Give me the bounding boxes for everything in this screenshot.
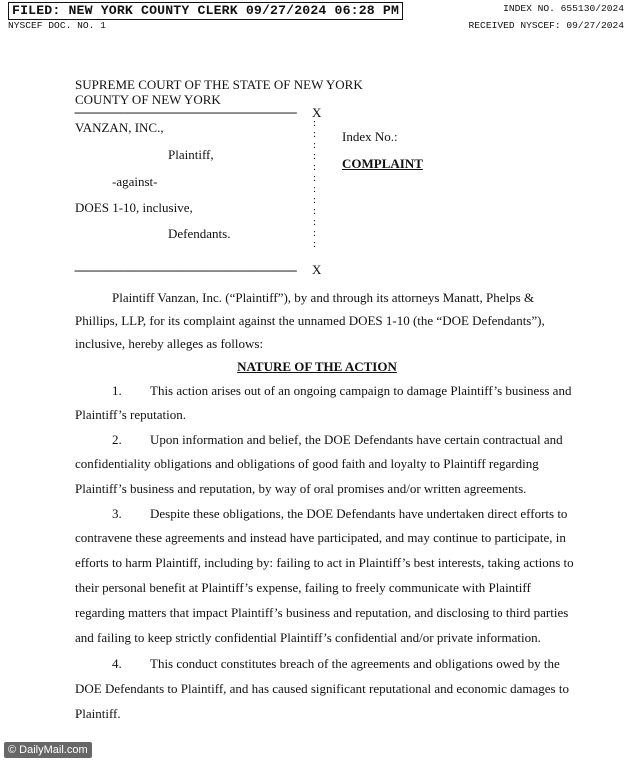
document-title: COMPLAINT <box>342 156 423 171</box>
dailymail-watermark: © DailyMail.com <box>4 742 92 758</box>
court-name: SUPREME COURT OF THE STATE OF NEW YORK <box>75 77 363 92</box>
colon: : <box>313 117 317 129</box>
colon: : <box>313 238 317 250</box>
colon: : <box>313 183 317 195</box>
paragraph-line: regarding matters that impact Plaintiff’s business and reputation, and disclosing to third parties <box>75 605 569 620</box>
colon: : <box>313 227 317 239</box>
colon: : <box>313 205 317 217</box>
paragraph-line: efforts to harm Plaintiff, including by: failing to act in Plaintiff’s best interests, taking actions to <box>75 555 574 570</box>
paragraph-line: This action arises out of an ongoing campaign to damage Plaintiff’s business and <box>150 383 572 398</box>
paragraph-line: their personal benefit at Plaintiff’s expense, failing to freely communicate with Plaintiff <box>75 580 531 595</box>
county-name: COUNTY OF NEW YORK <box>75 92 221 107</box>
paragraph-line: Plaintiff’s reputation. <box>75 407 186 422</box>
filed-stamp: FILED: NEW YORK COUNTY CLERK 09/27/2024 06:28 PM <box>8 2 403 20</box>
doc-number: NYSCEF DOC. NO. 1 <box>8 20 106 31</box>
caption-bottom-rule: ----------------------------------------------------------------------- <box>74 262 297 277</box>
caption-x-top: X <box>312 105 322 120</box>
colon: : <box>313 139 317 151</box>
colon: : <box>313 161 317 173</box>
colon: : <box>313 216 317 228</box>
paragraph-line: confidentiality obligations and obligations of good faith and loyalty to Plaintiff regarding <box>75 456 539 471</box>
colon: : <box>313 172 317 184</box>
defendant-role: Defendants. <box>168 226 231 241</box>
index-label: Index No.: <box>342 129 398 144</box>
paragraph-line: Plaintiff. <box>75 706 121 721</box>
colon: : <box>313 128 317 140</box>
paragraph-line: This conduct constitutes breach of the agreements and obligations owed by the <box>150 656 560 671</box>
paragraph-line: and failing to keep strictly confidential Plaintiff’s confidential and/or private information. <box>75 630 541 645</box>
paragraph-line: Despite these obligations, the DOE Defendants have undertaken direct efforts to <box>150 506 568 521</box>
colon: : <box>313 150 317 162</box>
caption-top-rule: ----------------------------------------------------------------------- <box>74 104 297 119</box>
against-label: -against- <box>112 174 158 189</box>
plaintiff-role: Plaintiff, <box>168 147 214 162</box>
paragraph-line: Plaintiff’s business and reputation, by way of oral promises and/or written agreements. <box>75 481 527 496</box>
intro-line: Plaintiff Vanzan, Inc. (“Plaintiff”), by and through its attorneys Manatt, Phelps & <box>112 290 535 305</box>
plaintiff-name: VANZAN, INC., <box>75 120 164 135</box>
index-number: INDEX NO. 655130/2024 <box>503 3 624 14</box>
caption-colon-column <box>313 118 321 250</box>
paragraph-line: Upon information and belief, the DOE Defendants have certain contractual and <box>150 432 563 447</box>
received-date: RECEIVED NYSCEF: 09/27/2024 <box>468 20 624 31</box>
section-heading: NATURE OF THE ACTION <box>237 359 397 374</box>
intro-line: Phillips, LLP, for its complaint against the unnamed DOES 1-10 (the “DOE Defendants”), <box>75 313 545 328</box>
colon: : <box>313 194 317 206</box>
paragraph-number: 3. <box>112 506 122 521</box>
paragraph-number: 4. <box>112 656 122 671</box>
defendant-name: DOES 1-10, inclusive, <box>75 200 193 215</box>
paragraph-number: 2. <box>112 432 122 447</box>
intro-line: inclusive, hereby alleges as follows: <box>75 336 264 351</box>
caption-x-bottom: X <box>312 262 322 277</box>
paragraph-line: DOE Defendants to Plaintiff, and has caused significant reputational and economic damages to <box>75 681 569 696</box>
paragraph-number: 1. <box>112 383 122 398</box>
paragraph-line: contravene these agreements and instead have participated, and may continue to participate, in <box>75 530 566 545</box>
